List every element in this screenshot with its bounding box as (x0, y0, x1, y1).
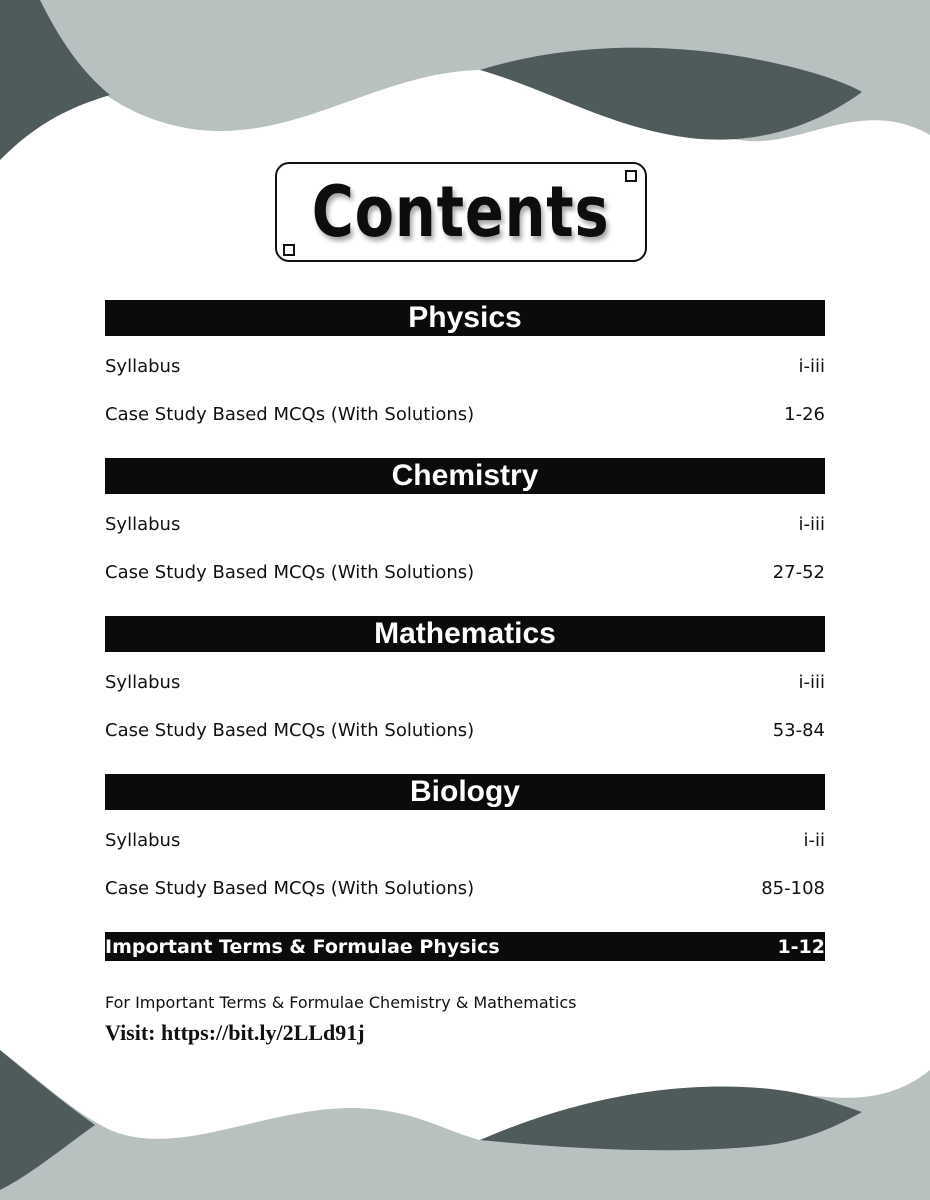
entry-pages: i-iii (798, 355, 825, 377)
entry-label: Case Study Based MCQs (With Solutions) (105, 403, 475, 425)
frame-corner-ornament (625, 170, 637, 182)
entry-pages: 27-52 (772, 561, 825, 583)
page-title: Contents (312, 171, 610, 253)
section-header: Biology (105, 774, 825, 810)
section-chemistry (105, 458, 825, 604)
entry-label: Syllabus (105, 829, 181, 851)
entry-label: Case Study Based MCQs (With Solutions) (105, 877, 475, 899)
entry-pages: 1-26 (784, 403, 825, 425)
entry-label: Syllabus (105, 513, 181, 535)
entry-pages: 85-108 (761, 877, 825, 899)
section-header: Chemistry (105, 458, 825, 494)
section-header: Physics (105, 300, 825, 336)
entry-pages: 53-84 (772, 719, 825, 741)
toc-entry[interactable] (105, 816, 825, 864)
section-mathematics (105, 616, 825, 762)
entry-label: Syllabus (105, 671, 181, 693)
entry-pages: i-iii (798, 671, 825, 693)
entry-label: Syllabus (105, 355, 181, 377)
section-physics (105, 300, 825, 446)
toc-entry[interactable] (105, 706, 825, 754)
frame-corner-ornament (283, 244, 295, 256)
visit-link[interactable]: Visit: https://bit.ly/2LLd91j (105, 1020, 365, 1045)
important-terms-entry[interactable] (105, 932, 825, 961)
important-terms-label: Important Terms & Formulae Physics (105, 935, 500, 958)
toc-entry[interactable] (105, 390, 825, 438)
entry-pages: i-iii (798, 513, 825, 535)
toc-entry[interactable] (105, 864, 825, 912)
top-wave-decoration (0, 0, 930, 170)
bottom-wave-decoration (0, 1050, 930, 1200)
table-of-contents (105, 300, 825, 1046)
section-header: Mathematics (105, 616, 825, 652)
entry-label: Case Study Based MCQs (With Solutions) (105, 719, 475, 741)
chemistry-math-note: For Important Terms & Formulae Chemistry & Mathematics (105, 993, 577, 1012)
important-terms-pages: 1-12 (777, 935, 825, 958)
toc-entry[interactable] (105, 658, 825, 706)
entry-pages: i-ii (803, 829, 825, 851)
toc-entry[interactable] (105, 500, 825, 548)
toc-entry[interactable] (105, 342, 825, 390)
entry-label: Case Study Based MCQs (With Solutions) (105, 561, 475, 583)
section-biology (105, 774, 825, 920)
toc-entry[interactable] (105, 548, 825, 596)
title-frame (275, 162, 647, 262)
